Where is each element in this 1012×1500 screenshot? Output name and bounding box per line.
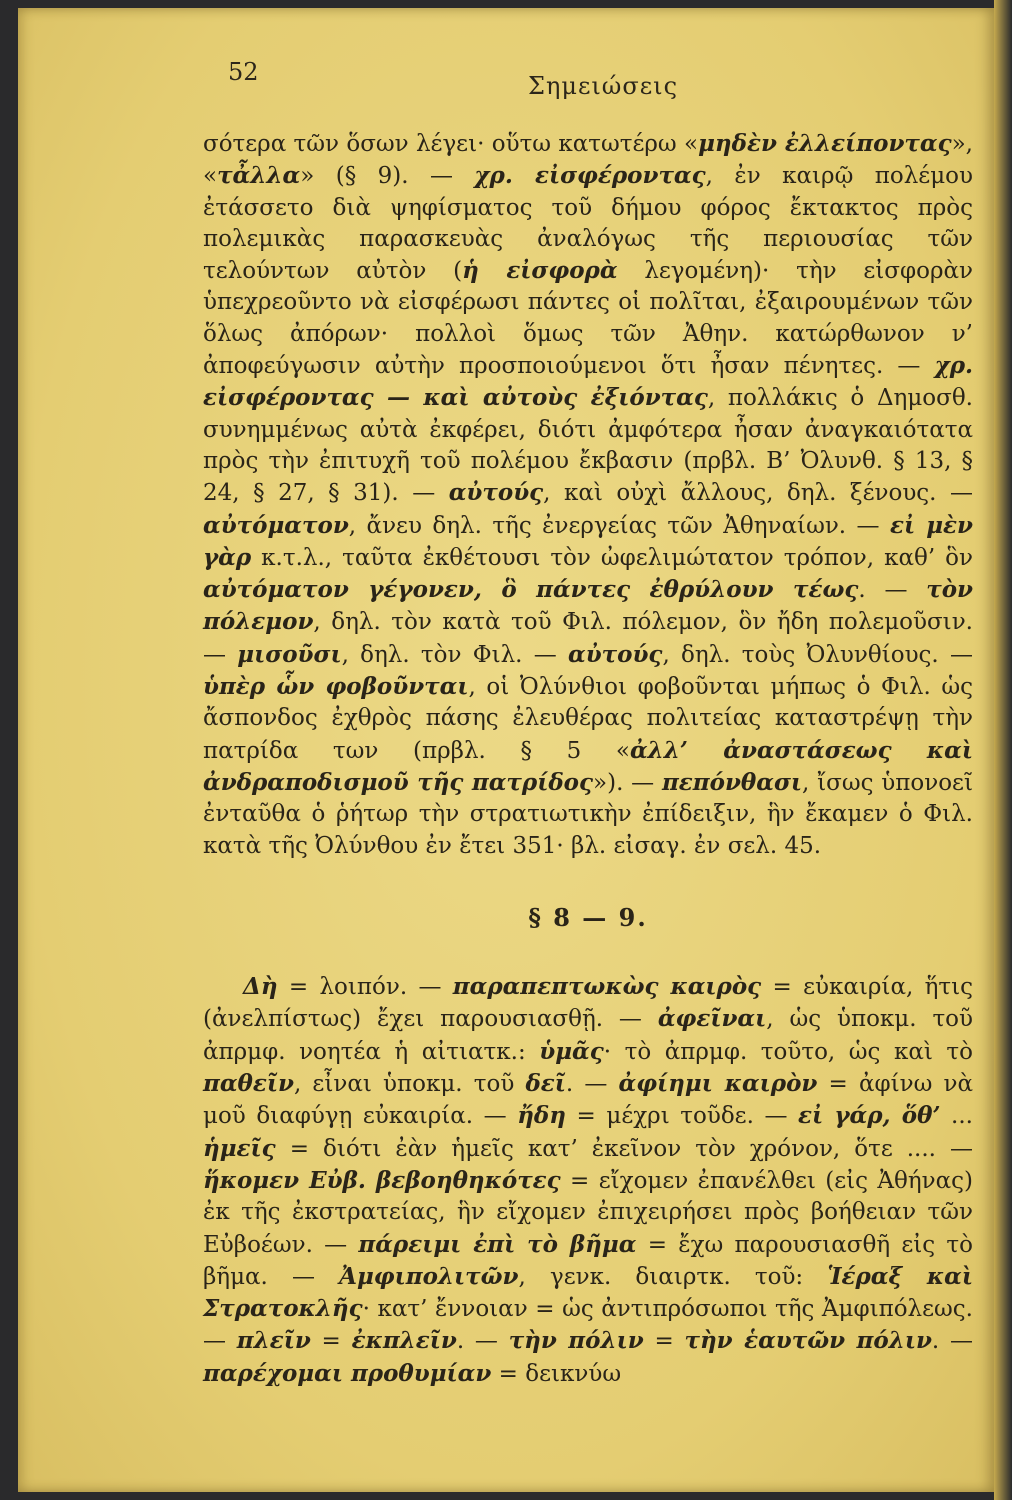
emphasized-term: μισοῦσι (237, 640, 342, 668)
text-run: · κατ’ ἔννοιαν = ὡς ἀντιπρόσωποι τῆς Ἀμφιπόλεως. — (203, 1296, 973, 1355)
text-run: · τὸ ἀπρμφ. τοῦτο, ὡς καὶ τὸ (603, 1038, 973, 1065)
emphasized-term: Ἱέραξ καὶ Στρατοκλῆς (203, 1262, 973, 1323)
text-run: , ἐν καιρῷ πολέμου ἐτάσσετο διὰ ψηφίσματος τοῦ δήμου φόρος ἔκτακτος πρὸς πολεμικὰς παρασκευὰς ἀναλόγως τῆς περιουσίας τῶν τελούντων αὐτὸν ( (203, 163, 973, 285)
text-run: = μέχρι τοῦδε. — (566, 1103, 798, 1130)
emphasized-term: πάρειμι ἐπὶ τὸ βῆμα (358, 1230, 637, 1258)
emphasized-term: ἡ εἰσφορὰ (462, 257, 618, 285)
emphasized-term: αὐτούς (448, 479, 544, 507)
text-run: . — (858, 577, 927, 604)
emphasized-term: μηδὲν ἐλλείποντας (698, 130, 952, 157)
text-run: , γενκ. διαιρτκ. τοῦ: (518, 1263, 828, 1290)
running-title: Σημειώσεις (528, 72, 679, 100)
text-run: , ἄνευ δηλ. τῆς ἐνεργείας τῶν Ἀθηναίων. — (348, 512, 890, 539)
text-run: = ἀφίνω νὰ μοῦ διαφύγῃ εὐκαιρία. — (203, 1071, 974, 1130)
book-edge (994, 0, 1012, 1500)
text-run: = εἴχομεν ἐπανέλθει (εἰς Ἀθήνας) ἐκ τῆς ἐκστρατείας, ἣν εἴχομεν ἐπιχειρήσει πρὸς βοήθειαν τῶν Εὐβοέων. — (203, 1167, 974, 1258)
emphasized-term: χρ. εἰσφέροντας (474, 162, 706, 190)
emphasized-term: αὐτόματον γέγονεν, ὃ πάντες ἐθρύλουν τέως (203, 576, 859, 604)
emphasized-term: ὑπὲρ ὧν φοβοῦνται (203, 673, 469, 701)
emphasized-term: ἡμεῖς (203, 1134, 276, 1162)
text-run: = διότι ἐὰν ἡμεῖς κατ’ ἐκεῖνον τὸν χρόνον, ὅτε .... — (275, 1135, 973, 1162)
emphasized-term: παρέχομαι προθυμίαν (203, 1359, 492, 1387)
text-run: , δηλ. τὸν κατὰ τοῦ Φιλ. πόλεμον, ὃν ἤδη πολεμοῦσιν. — (203, 609, 973, 668)
text-run: » (§ 9). — (300, 163, 475, 190)
emphasized-term: ὑμᾶς (539, 1037, 604, 1065)
emphasized-term: Ἀμφιπολιτῶν (339, 1262, 519, 1290)
page-number: 52 (228, 58, 259, 86)
emphasized-term: ἀλλ’ ἀναστάσεως καὶ ἀνδραποδισμοῦ τῆς πατρίδος (203, 736, 973, 796)
text-run: = ἔχω παρουσιασθῆ εἰς τὸ βῆμα. — (203, 1231, 973, 1290)
emphasized-term: εἰ μὲν γὰρ (203, 511, 973, 571)
emphasized-term: τὸν πόλεμον (203, 576, 973, 636)
text-run: , πολλάκις ὁ Δημοσθ. συνημμένως αὐτὰ ἐκφέρει, διότι ἀμφότερα ἦσαν ἀναγκαιότατα πρὸς τὴν ἐπιτυχῆ τοῦ πολέμου ἔκβασιν (πρβλ. Β’ Ὀλυνθ. § 13, § 24, § 27, § 31). — (203, 385, 973, 507)
text-run: . — (931, 1328, 973, 1355)
text-run: , ἴσως ὑπονοεῖ ἐνταῦθα ὁ ῥήτωρ τὴν στρατιωτικὴν ἐπίδειξιν, ἣν ἔκαμεν ὁ Φιλ. κατὰ τῆς Ὀλύνθου ἐν ἔτει 351· βλ. εἰσαγ. ἐν σελ. 45. (203, 769, 973, 859)
emphasized-term: τὴν πόλιν (508, 1327, 644, 1355)
emphasized-term: τἆλλα (217, 162, 301, 190)
text-run: . — (456, 1328, 509, 1355)
section-heading: § 8 — 9. (528, 902, 648, 932)
text-run: σότερα τῶν ὅσων λέγει· οὕτω κατωτέρω « (203, 131, 699, 157)
text-run: , δηλ. τοὺς Ὀλυνθίους. — (662, 641, 974, 668)
text-run: . — (565, 1071, 619, 1098)
emphasized-term: δεῖ (525, 1070, 566, 1098)
body-text (203, 128, 973, 1390)
text-run: »). — (593, 769, 662, 796)
emphasized-term: τὴν ἑαυτῶν πόλιν (684, 1327, 932, 1355)
emphasized-term: εἰ γάρ, ὅθ’ (798, 1102, 941, 1130)
text-run: », « (203, 131, 973, 190)
paragraph-notes-8-9 (203, 971, 973, 1390)
book-page (18, 8, 994, 1492)
text-run: , ὡς ὑποκμ. τοῦ ἀπρμφ. νοητέα ἡ αἰτιατκ.: (203, 1006, 974, 1065)
emphasized-term: παθεῖν (203, 1070, 294, 1098)
text-run: ... (940, 1103, 973, 1130)
emphasized-term: ἀφεῖναι (657, 1005, 767, 1033)
text-run: κ.τ.λ., ταῦτα ἐκθέτουσι τὸν ὠφελιμώτατον τρόπον, καθ’ ὃν (251, 544, 973, 571)
text-run: = (310, 1328, 352, 1355)
emphasized-term: ἤδη (517, 1102, 566, 1130)
page-header (228, 58, 918, 102)
paragraph-notes-7 (203, 128, 973, 862)
text-run: , δηλ. τὸν Φιλ. — (341, 641, 568, 668)
emphasized-term: χρ. εἰσφέροντας — καὶ αὐτοὺς ἐξιόντας (203, 352, 973, 412)
emphasized-term: πεπόνθασι (661, 768, 803, 796)
emphasized-term: Δὴ (243, 973, 278, 1001)
emphasized-term: ἐκπλεῖν (351, 1327, 457, 1355)
emphasized-term: αὐτόματον (203, 511, 349, 539)
text-run: = εὐκαιρία, ἥτις (ἀνελπίστως) ἔχει παρουσιασθῇ. — (203, 974, 974, 1033)
emphasized-term: ἥκομεν Εὐβ. βεβοηθηκότες (203, 1166, 561, 1194)
emphasized-term: παραπεπτωκὼς καιρὸς (452, 973, 762, 1001)
emphasized-term: αὐτούς (568, 640, 663, 668)
text-run: , καὶ οὐχὶ ἄλλους, δηλ. ξένους. — (543, 480, 973, 507)
text-run: , εἶναι ὑποκμ. τοῦ (293, 1071, 526, 1098)
text-run: λεγομένη)· τὴν εἰσφορὰν ὑπεχρεοῦντο νὰ εἰσφέρωσι πάντες οἱ πολῖται, ἐξαιρουμένων τῶν ὅλως ἀπόρων· πολλοὶ ὅμως τῶν Ἀθην. κατώρθωνον ν’ ἀποφεύγωσιν αὐτὴν προσποιούμενοι ὅτι ἦσαν πένητες. — (203, 258, 973, 380)
text-run: = λοιπόν. — (277, 974, 453, 1001)
text-run: = (643, 1328, 685, 1355)
emphasized-term: ἀφίημι καιρὸν (618, 1070, 818, 1098)
emphasized-term: πλεῖν (236, 1327, 311, 1355)
text-run: , οἱ Ὀλύνθιοι φοβοῦνται μήπως ὁ Φιλ. ὡς ἄσπονδος ἐχθρὸς πάσης ἐλευθέρας πολιτείας καταστρέψῃ τὴν πατρίδα των (πρβλ. § 5 « (203, 674, 973, 764)
text-run: = δεικνύω (491, 1360, 622, 1387)
